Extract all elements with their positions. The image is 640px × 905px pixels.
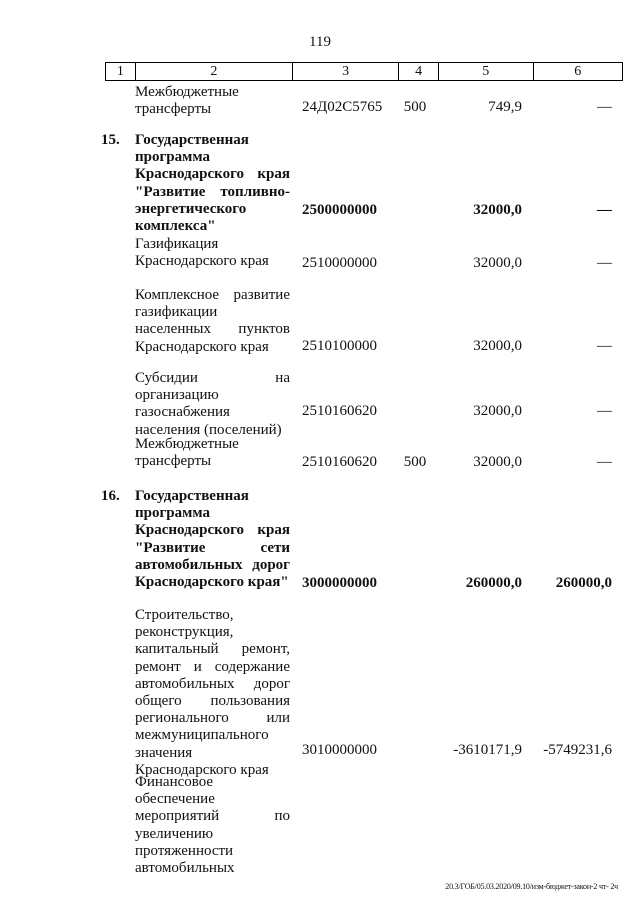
row-sum-1: 749,9 <box>488 99 522 115</box>
row-name: Межбюджетные трансферты <box>135 436 239 470</box>
row-name: Межбюджетные трансферты <box>135 84 239 118</box>
row-sum-1: 32000,0 <box>473 338 522 354</box>
row-code: 2510100000 <box>302 338 377 354</box>
row-sum-2: — <box>597 338 612 354</box>
row-sum-2: — <box>597 99 612 115</box>
row-name: Комплексное развитие газификации населенных пунктов Краснодарского края <box>135 287 290 355</box>
header-col-5: 5 <box>439 63 533 80</box>
header-col-6: 6 <box>574 64 582 79</box>
row-code: 2510160620 <box>302 403 377 419</box>
row-name: Субсидии на организацию газоснабжения населения (поселений) <box>135 370 290 438</box>
row-vr: 500 <box>403 454 427 470</box>
row-sum-2: 260000,0 <box>555 575 612 591</box>
row-sum-1: -3610171,9 <box>453 742 522 758</box>
row-name: Газификация Краснодарского края <box>135 236 269 270</box>
row-sum-2: — <box>597 403 612 419</box>
row-code: 3010000000 <box>302 742 377 758</box>
row-number: 15. <box>101 132 120 148</box>
footer-file-reference: 20.3/ГОБ/05.03.2020/09.10/изм-бюджет-закон-2 чт- 2ч <box>445 882 618 891</box>
row-code: 2500000000 <box>302 202 377 218</box>
row-code: 3000000000 <box>302 575 377 591</box>
header-col-1: 1 <box>106 63 136 80</box>
row-code: 24Д02С5765 <box>302 99 383 115</box>
row-sum-2: — <box>597 255 612 271</box>
row-number: 16. <box>101 488 120 504</box>
header-col-2: 2 <box>136 63 293 80</box>
header-col-4: 4 <box>399 63 439 80</box>
row-sum-1: 32000,0 <box>473 255 522 271</box>
row-code: 2510160620 <box>302 454 377 470</box>
row-sum-1: 32000,0 <box>473 454 522 470</box>
row-name: Финансовое обеспечение мероприятий по увеличению протяженности автомобильных <box>135 774 290 877</box>
header-col-3: 3 <box>293 63 399 80</box>
row-vr: 500 <box>403 99 427 115</box>
row-sum-1: 32000,0 <box>473 202 522 218</box>
row-sum-2: — <box>597 202 612 218</box>
row-name: Строительство, реконструкция, капитальный ремонт, ремонт и содержание автомобильных дорог общего пользования регионального или межмуниципального значения Краснодарского края <box>135 607 290 778</box>
row-sum-2: — <box>597 454 612 470</box>
row-code: 2510000000 <box>302 255 377 271</box>
row-sum-1: 260000,0 <box>465 575 522 591</box>
row-name: Государственная программа Краснодарского края "Развитие топливно-энергетического комплекса" <box>135 132 290 235</box>
row-sum-2: -5749231,6 <box>543 742 612 758</box>
row-name: Государственная программа Краснодарского края "Развитие сети автомобильных дорог Краснодарского края" <box>135 488 290 591</box>
row-sum-1: 32000,0 <box>473 403 522 419</box>
page-number: 119 <box>309 34 331 50</box>
table-header <box>105 62 623 81</box>
